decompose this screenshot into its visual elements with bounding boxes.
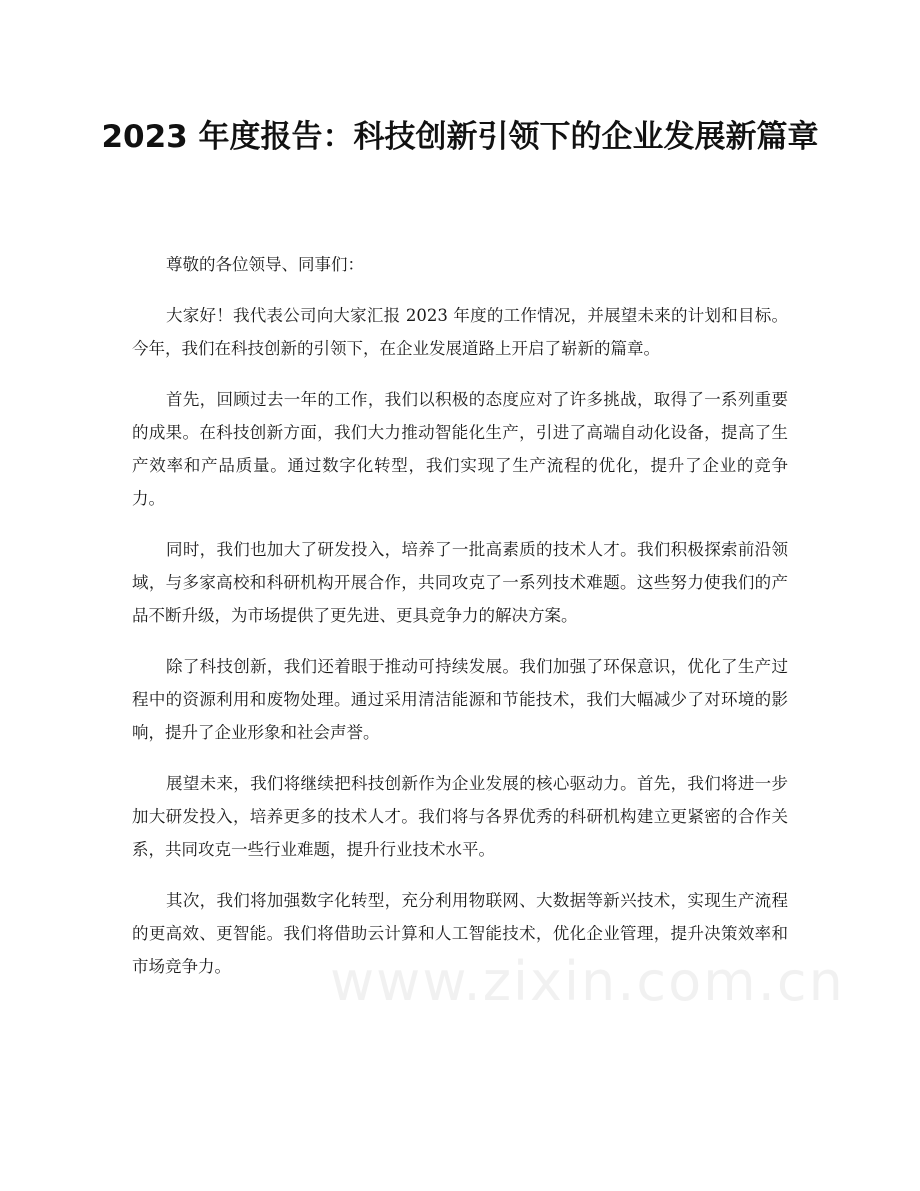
salutation-paragraph: 尊敬的各位领导、同事们： xyxy=(166,255,364,274)
document-title: 2023 年度报告：科技创新引领下的企业发展新篇章 xyxy=(101,119,819,155)
body-paragraph: 首先，回顾过去一年的工作，我们以积极的态度应对了许多挑战，取得了一系列重要的成果。在科技创新方面，我们大力推动智能化生产，引进了高端自动化设备，提高了生产效率和产品质量。通过数字化转型，我们实现了生产流程的优化，提升了企业的竞争力。 xyxy=(132,390,788,508)
body-paragraph: 大家好！我代表公司向大家汇报 2023 年度的工作情况，并展望未来的计划和目标。今年，我们在科技创新的引领下，在企业发展道路上开启了崭新的篇章。 xyxy=(132,306,788,358)
body-paragraph: 同时，我们也加大了研发投入，培养了一批高素质的技术人才。我们积极探索前沿领域，与多家高校和科研机构开展合作，共同攻克了一系列技术难题。这些努力使我们的产品不断升级，为市场提供了更先进、更具竞争力的解决方案。 xyxy=(132,540,788,625)
body-paragraph: 其次，我们将加强数字化转型，充分利用物联网、大数据等新兴技术，实现生产流程的更高效、更智能。我们将借助云计算和人工智能技术，优化企业管理，提升决策效率和市场竞争力。 xyxy=(132,891,788,976)
body-paragraph: 展望未来，我们将继续把科技创新作为企业发展的核心驱动力。首先，我们将进一步加大研发投入，培养更多的技术人才。我们将与各界优秀的科研机构建立更紧密的合作关系，共同攻克一些行业难题，提升行业技术水平。 xyxy=(132,774,788,859)
document-body xyxy=(132,248,788,1001)
body-paragraph: 除了科技创新，我们还着眼于推动可持续发展。我们加强了环保意识，优化了生产过程中的资源利用和废物处理。通过采用清洁能源和节能技术，我们大幅减少了对环境的影响，提升了企业形象和社会声誉。 xyxy=(132,657,788,742)
watermark: www.zixin.com.cn xyxy=(330,950,845,1013)
